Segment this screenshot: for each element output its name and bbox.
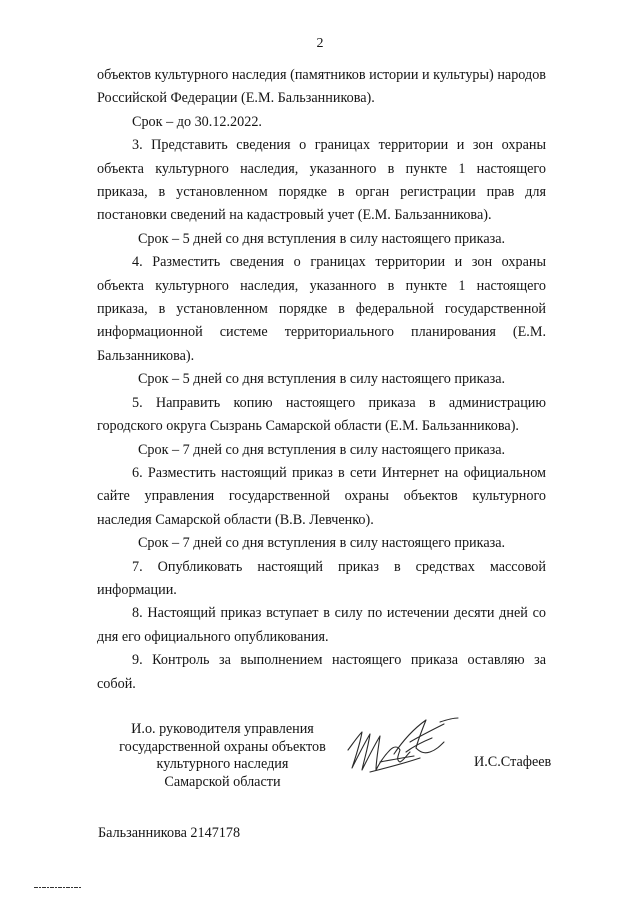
item-4: 4. Разместить сведения о границах территории и зон охраны объекта культурного наследия, указанного в пункте 1 настоящего приказа, в установленном порядке в федеральной государственной информационной системе территориального планирования (Е.М. Бальзанникова). xyxy=(97,254,546,364)
item-9: 9. Контроль за выполнением настоящего приказа оставляю за собой. xyxy=(97,652,546,692)
item-6: 6. Разместить настоящий приказ в сети Интернет на официальном сайте управления государственной охраны объектов культурного наследия Самарской области (В.В. Левченко). xyxy=(97,464,546,528)
deadline-6: Срок – 7 дней со дня вступления в силу настоящего приказа. xyxy=(137,535,506,552)
deadline-3: Срок – 5 дней со дня вступления в силу настоящего приказа. xyxy=(137,230,506,247)
position-line: государственной охраны объектов xyxy=(119,738,326,755)
position-line: Самарской области xyxy=(164,773,281,790)
item-5: 5. Направить копию настоящего приказа в администрацию городского округа Сызрань Самарской области (Е.М. Бальзанникова). xyxy=(97,394,546,435)
item-3: 3. Представить сведения о границах территории и зон охраны объекта культурного наследия, указанного в пункте 1 настоящего приказа, в установленном порядке в орган регистрации прав для постановки сведений на кадастровый учет (Е.М. Бальзанникова). xyxy=(97,137,546,224)
position-line: культурного наследия xyxy=(156,756,289,773)
executor-info: Бальзанникова 2147178 xyxy=(98,825,241,841)
signatory-position xyxy=(110,721,335,791)
paragraph-continuation: объектов культурного наследия (памятников истории и культуры) народов Российской Федерации (Е.М. Бальзанникова). xyxy=(97,67,546,107)
page-number: 2 xyxy=(316,36,324,51)
deadline-4: Срок – 5 дней со дня вступления в силу настоящего приказа. xyxy=(137,371,506,388)
handwritten-signature xyxy=(340,712,465,784)
signer-name: И.С.Стафеев xyxy=(474,754,552,770)
deadline-5: Срок – 7 дней со дня вступления в силу настоящего приказа. xyxy=(137,441,506,458)
item-8: 8. Настоящий приказ вступает в силу по истечении десяти дней со дня его официального опубликования. xyxy=(97,605,546,645)
item-7: 7. Опубликовать настоящий приказ в средствах массовой информации. xyxy=(97,558,546,598)
footer-mark xyxy=(34,886,82,889)
position-line: И.о. руководителя управления xyxy=(131,721,314,737)
document-body xyxy=(97,64,546,696)
deadline-1: Срок – до 30.12.2022. xyxy=(132,113,262,130)
